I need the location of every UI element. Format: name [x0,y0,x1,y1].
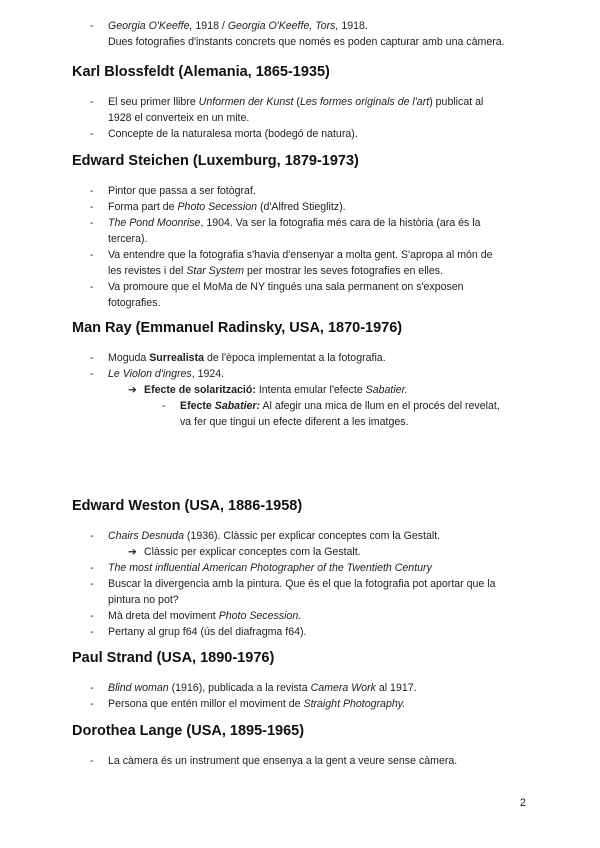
list-item-text: La càmera és un instrument que ensenya a la gent a veure sense càmera. [108,755,458,767]
text-run: 1918 / [192,20,228,32]
list-item-text [108,608,301,624]
section-heading-blossfeldt: Karl Blossfeldt (Alemania, 1865-1935) [72,64,330,80]
text-run: (1936). Clàssic per explicar conceptes com la Gestalt. [183,530,441,542]
arrow-icon: ➔ [128,546,137,558]
list-item-text [108,560,432,576]
text-run: al 1917. [375,682,417,694]
text-run: Persona que entén millor el moviment de [108,698,304,710]
list-item-text [108,696,405,712]
movement-name: Photo Secession. [218,610,302,622]
text-run: (d'Alfred Stieglitz). [257,201,346,213]
section-heading-steichen: Edward Steichen (Luxemburg, 1879-1973) [72,153,359,169]
list-item-text [108,680,417,696]
section-heading-manray: Man Ray (Emmanuel Radinsky, USA, 1870-1976) [72,320,403,336]
text-run: ( [293,96,300,108]
artwork-title: Chairs Desnuda [108,530,184,542]
text-run: de l'època implementat a la fotografia. [204,352,386,364]
list-item-text: Pintor que passa a ser fotògraf. [108,185,256,197]
list-item-continuation: va fer que tingui un efecte diferent a les imatges. [180,416,409,428]
bullet-dash: - [90,530,94,542]
text-run: 1918. [338,20,368,32]
text-run: El seu primer llibre [108,96,199,108]
term: Efecte [180,400,215,412]
list-item [90,18,94,34]
list-item-text: Concepte de la naturalesa morta (bodegó de natura). [108,128,358,140]
list-item-text [108,366,224,382]
list-item-continuation [108,263,443,279]
bullet-dash: - [90,698,94,710]
arrow-icon: ➔ [128,384,137,396]
list-item-text: Pertany al grup f64 (ús del diafragma f64). [108,626,307,638]
artwork-title: Georgia O'Keeffe, Tors, [227,20,339,32]
bullet-dash: - [90,610,94,622]
list-item-text [108,528,440,544]
bullet-dash: - [90,201,94,213]
bullet-dash: - [90,20,94,32]
text-run: Intenta emular l'efecte [255,384,366,396]
magazine-title: Camera Work [310,682,376,694]
bullet-dash: - [90,626,94,638]
bullet-dash: - [90,352,94,364]
section-heading-strand: Paul Strand (USA, 1890-1976) [72,650,275,666]
text-run: per mostrar les seves fotografies en elles. [244,265,444,277]
text-run: Forma part de [108,201,178,213]
section-heading-weston: Edward Weston (USA, 1886-1958) [72,498,303,514]
movement-name: Straight Photography. [303,698,406,710]
list-item-text: Buscar la divergencia amb la pintura. Que és el que la fotografia pot aportar que la [108,578,496,590]
text-run: (1916), publicada a la revista [168,682,311,694]
bullet-dash: - [162,400,166,412]
term: Efecte de solarització: [144,384,256,396]
list-item-text [108,215,481,231]
sub-item-text [144,382,408,398]
list-item-continuation: pintura no pot? [108,594,179,606]
bullet-dash: - [90,281,94,293]
artwork-title: Blind woman [108,682,169,694]
sub-sub-item-text [180,398,500,414]
text-run: Moguda [108,352,150,364]
bullet-dash: - [90,217,94,229]
text-run: ) publicat al [429,96,484,108]
list-item-text [108,350,386,366]
list-item-text [108,199,346,215]
bullet-dash: - [90,96,94,108]
bullet-dash: - [90,755,94,767]
text-run: les revistes i del [108,265,187,277]
text-run: , 1924. [191,368,225,380]
book-title: Unformen der Kunst [198,96,294,108]
text-run: Mà dreta del moviment [108,610,219,622]
bullet-dash: - [90,368,94,380]
bullet-dash: - [90,562,94,574]
bullet-dash: - [90,578,94,590]
title-text: The most influential American Photographer of the Twentieth Century [108,562,432,574]
term: Sabatier. [365,384,408,396]
list-item-text [108,18,368,34]
book-title-translation: Les formes originals de l'art [299,96,430,108]
section-heading-lange: Dorothea Lange (USA, 1895-1965) [72,723,305,739]
list-item-continuation: 1928 el converteix en un mite. [108,112,250,124]
list-item-text: Va entendre que la fotografia s'havia d'ensenyar a molta gent. S'apropa al món de [108,249,493,261]
term: Sabatier: [214,400,261,412]
list-item-text: Va promoure que el MoMa de NY tingués una sala permanent on s'exposen [108,281,464,293]
artwork-title: Le Violon d'ingres [108,368,192,380]
page-number: 2 [520,797,526,809]
bullet-dash: - [90,682,94,694]
artwork-title: Georgia O'Keeffe, [108,20,193,32]
bullet-dash: - [90,249,94,261]
list-item-text [108,94,483,110]
text-run: Al afegir una mica de llum en el procés del revelat, [260,400,500,412]
bullet-dash: - [90,128,94,140]
term: Star System [186,265,245,277]
sub-item-text: Clàssic per explicar conceptes com la Gestalt. [144,546,361,558]
artwork-title: The Pond Moonrise [108,217,201,229]
bullet-dash: - [90,185,94,197]
list-item-continuation: fotografies. [108,297,161,309]
list-item-continuation: Dues fotografies d'instants concrets que només es poden capturar amb una càmera. [108,36,505,48]
movement-name: Surrealista [149,352,204,364]
movement-name: Photo Secession [177,201,257,213]
list-item-continuation: tercera). [108,233,148,245]
text-run: , 1904. Va ser la fotografia més cara de la història (ara és la [200,217,481,229]
